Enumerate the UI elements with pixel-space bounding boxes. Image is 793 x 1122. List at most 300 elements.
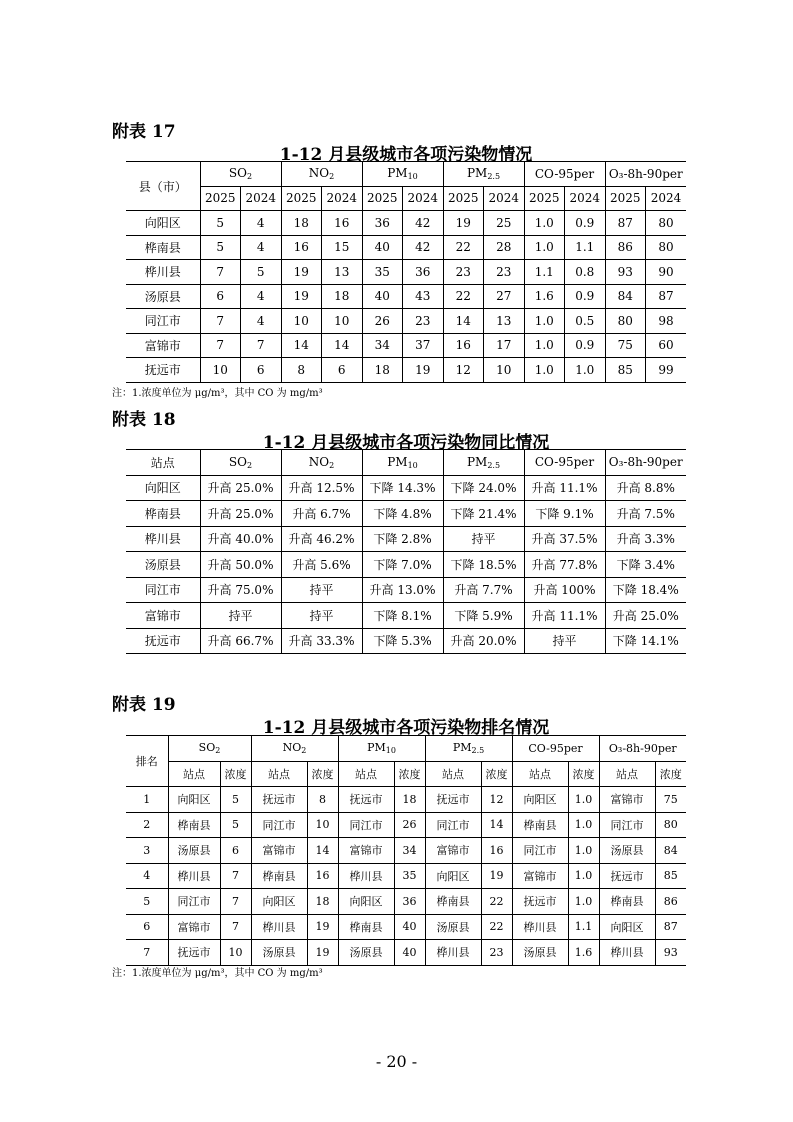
station-cell: 桦南县 <box>425 889 481 915</box>
concentration-cell: 19 <box>281 260 322 285</box>
table-row <box>126 603 686 629</box>
concentration-cell: 27 <box>484 284 525 309</box>
concentration-cell: 7 <box>220 889 251 915</box>
concentration-cell: 1.0 <box>568 838 599 864</box>
concentration-cell: 6 <box>241 358 282 383</box>
station-cell: 富锦市 <box>338 838 394 864</box>
station-cell: 汤原县 <box>425 914 481 940</box>
concentration-cell: 18 <box>307 889 338 915</box>
change-cell: 升高 33.3% <box>281 628 362 654</box>
table17-row-header: 县（市） <box>126 162 200 211</box>
city-name: 同江市 <box>126 577 200 603</box>
concentration-cell: 22 <box>481 914 512 940</box>
station-cell: 抚远市 <box>512 889 568 915</box>
concentration-cell: 10 <box>307 812 338 838</box>
pollutant-header: $PM_{10}$ <box>362 450 443 476</box>
concentration-cell: 84 <box>605 284 646 309</box>
station-cell: 桦川县 <box>251 914 307 940</box>
city-name: 向阳区 <box>126 475 200 501</box>
pollutant-header: $NO_2$ <box>281 162 362 187</box>
pollutant-header: $PM_{10}$ <box>362 162 443 187</box>
concentration-cell: 5 <box>200 235 241 260</box>
city-name: 富锦市 <box>126 603 200 629</box>
change-cell: 升高 46.2% <box>281 526 362 552</box>
concentration-cell: 14 <box>481 812 512 838</box>
concentration-cell: 7 <box>200 309 241 334</box>
concentration-cell: 10 <box>484 358 525 383</box>
station-cell: 桦川县 <box>599 940 655 966</box>
year-header: 2025 <box>281 186 322 211</box>
concentration-cell: 75 <box>605 333 646 358</box>
concentration-cell: 87 <box>655 914 686 940</box>
concentration-cell: 6 <box>220 838 251 864</box>
change-cell: 持平 <box>524 628 605 654</box>
concentration-cell: 10 <box>322 309 363 334</box>
change-cell: 下降 21.4% <box>443 501 524 527</box>
concentration-cell: 16 <box>281 235 322 260</box>
table17-year-row <box>126 186 686 211</box>
table-row <box>126 358 686 383</box>
table17-note: 注：1.浓度单位为 μg/m³，其中 CO 为 mg/m³ <box>112 388 323 399</box>
concentration-cell: 1.0 <box>524 358 565 383</box>
station-cell: 汤原县 <box>512 940 568 966</box>
concentration-cell: 7 <box>200 333 241 358</box>
concentration-cell: 40 <box>394 940 425 966</box>
change-cell: 升高 100% <box>524 577 605 603</box>
concentration-cell: 1.1 <box>568 914 599 940</box>
concentration-cell: 4 <box>241 309 282 334</box>
change-cell: 持平 <box>200 603 281 629</box>
concentration-cell: 1.0 <box>568 889 599 915</box>
concentration-cell: 22 <box>443 284 484 309</box>
station-cell: 桦南县 <box>251 863 307 889</box>
concentration-cell: 87 <box>605 211 646 236</box>
concentration-cell: 1.0 <box>524 235 565 260</box>
change-cell: 下降 4.8% <box>362 501 443 527</box>
concentration-cell: 18 <box>362 358 403 383</box>
rank-cell: 2 <box>126 812 168 838</box>
concentration-cell: 93 <box>605 260 646 285</box>
change-cell: 下降 7.0% <box>362 552 443 578</box>
concentration-header: 浓度 <box>220 761 251 787</box>
concentration-cell: 42 <box>403 235 444 260</box>
concentration-cell: 14 <box>281 333 322 358</box>
concentration-cell: 23 <box>443 260 484 285</box>
table-row <box>126 787 686 813</box>
table-row <box>126 526 686 552</box>
concentration-cell: 4 <box>241 211 282 236</box>
concentration-cell: 13 <box>322 260 363 285</box>
pollutant-header: $PM_{10}$ <box>338 736 425 762</box>
station-cell: 向阳区 <box>251 889 307 915</box>
concentration-cell: 80 <box>655 812 686 838</box>
concentration-cell: 80 <box>646 235 687 260</box>
concentration-cell: 99 <box>646 358 687 383</box>
table19 <box>126 735 686 966</box>
concentration-cell: 86 <box>605 235 646 260</box>
concentration-header: 浓度 <box>481 761 512 787</box>
table-row <box>126 812 686 838</box>
city-name: 桦南县 <box>126 235 200 260</box>
table17-header-row <box>126 162 686 187</box>
table18-title: 1-12 月县级城市各项污染物同比情况 <box>262 433 550 453</box>
concentration-cell: 25 <box>484 211 525 236</box>
concentration-cell: 26 <box>362 309 403 334</box>
concentration-cell: 5 <box>200 211 241 236</box>
concentration-cell: 16 <box>443 333 484 358</box>
table-row <box>126 889 686 915</box>
station-cell: 同江市 <box>338 812 394 838</box>
table-row <box>126 260 686 285</box>
pollutant-header: CO-95per <box>524 162 605 187</box>
rank-cell: 6 <box>126 914 168 940</box>
concentration-cell: 1.1 <box>524 260 565 285</box>
pollutant-header: O₃-8h-90per <box>599 736 686 762</box>
station-cell: 同江市 <box>512 838 568 864</box>
station-cell: 桦南县 <box>512 812 568 838</box>
concentration-cell: 34 <box>394 838 425 864</box>
change-cell: 持平 <box>281 603 362 629</box>
concentration-cell: 0.9 <box>565 333 606 358</box>
station-cell: 汤原县 <box>338 940 394 966</box>
concentration-cell: 36 <box>394 889 425 915</box>
change-cell: 升高 13.0% <box>362 577 443 603</box>
table-row <box>126 577 686 603</box>
city-name: 汤原县 <box>126 552 200 578</box>
city-name: 抚远市 <box>126 628 200 654</box>
concentration-cell: 12 <box>443 358 484 383</box>
concentration-cell: 1.0 <box>568 812 599 838</box>
station-header: 站点 <box>338 761 394 787</box>
concentration-cell: 7 <box>241 333 282 358</box>
concentration-cell: 7 <box>200 260 241 285</box>
station-cell: 向阳区 <box>168 787 220 813</box>
year-header: 2024 <box>403 186 444 211</box>
station-cell: 抚远市 <box>425 787 481 813</box>
table18-label: 附表 18 <box>112 410 176 430</box>
change-cell: 升高 20.0% <box>443 628 524 654</box>
station-cell: 桦川县 <box>338 863 394 889</box>
station-cell: 汤原县 <box>168 838 220 864</box>
concentration-cell: 18 <box>281 211 322 236</box>
concentration-cell: 14 <box>322 333 363 358</box>
city-name: 富锦市 <box>126 333 200 358</box>
concentration-cell: 35 <box>362 260 403 285</box>
concentration-cell: 12 <box>481 787 512 813</box>
change-cell: 下降 18.4% <box>605 577 686 603</box>
concentration-cell: 23 <box>481 940 512 966</box>
concentration-cell: 16 <box>322 211 363 236</box>
station-cell: 抚远市 <box>168 940 220 966</box>
station-cell: 向阳区 <box>425 863 481 889</box>
pollutant-header: $SO_2$ <box>168 736 251 762</box>
pollutant-header: $PM_{2.5}$ <box>425 736 512 762</box>
station-cell: 富锦市 <box>251 838 307 864</box>
concentration-cell: 80 <box>646 211 687 236</box>
concentration-cell: 5 <box>241 260 282 285</box>
table-row <box>126 914 686 940</box>
table-row <box>126 628 686 654</box>
concentration-cell: 1.0 <box>568 863 599 889</box>
year-header: 2025 <box>605 186 646 211</box>
station-cell: 汤原县 <box>599 838 655 864</box>
station-cell: 同江市 <box>168 889 220 915</box>
concentration-cell: 34 <box>362 333 403 358</box>
station-cell: 桦南县 <box>599 889 655 915</box>
concentration-cell: 40 <box>362 284 403 309</box>
concentration-cell: 87 <box>646 284 687 309</box>
change-cell: 升高 11.1% <box>524 475 605 501</box>
pollutant-header: CO-95per <box>512 736 599 762</box>
table-row <box>126 838 686 864</box>
station-header: 站点 <box>512 761 568 787</box>
page-number: - 20 - <box>375 1052 418 1071</box>
pollutant-header: $SO_2$ <box>200 162 281 187</box>
station-cell: 富锦市 <box>425 838 481 864</box>
concentration-cell: 90 <box>646 260 687 285</box>
change-cell: 升高 66.7% <box>200 628 281 654</box>
station-cell: 桦南县 <box>338 914 394 940</box>
station-cell: 向阳区 <box>338 889 394 915</box>
change-cell: 下降 14.3% <box>362 475 443 501</box>
table19-note: 注：1.浓度单位为 μg/m³，其中 CO 为 mg/m³ <box>112 968 323 979</box>
year-header: 2025 <box>200 186 241 211</box>
concentration-cell: 40 <box>362 235 403 260</box>
concentration-cell: 4 <box>241 284 282 309</box>
concentration-cell: 8 <box>307 787 338 813</box>
concentration-cell: 19 <box>403 358 444 383</box>
concentration-cell: 13 <box>484 309 525 334</box>
change-cell: 升高 3.3% <box>605 526 686 552</box>
rank-cell: 4 <box>126 863 168 889</box>
change-cell: 升高 6.7% <box>281 501 362 527</box>
year-header: 2024 <box>322 186 363 211</box>
concentration-cell: 18 <box>322 284 363 309</box>
change-cell: 升高 25.0% <box>200 501 281 527</box>
concentration-cell: 75 <box>655 787 686 813</box>
pollutant-header: O₃-8h-90per <box>605 450 686 476</box>
year-header: 2024 <box>565 186 606 211</box>
concentration-cell: 0.5 <box>565 309 606 334</box>
concentration-cell: 37 <box>403 333 444 358</box>
concentration-cell: 42 <box>403 211 444 236</box>
concentration-cell: 35 <box>394 863 425 889</box>
concentration-cell: 8 <box>281 358 322 383</box>
station-cell: 同江市 <box>425 812 481 838</box>
rank-cell: 7 <box>126 940 168 966</box>
concentration-cell: 85 <box>655 863 686 889</box>
concentration-cell: 1.0 <box>524 333 565 358</box>
table-row <box>126 863 686 889</box>
station-cell: 抚远市 <box>338 787 394 813</box>
table-row <box>126 235 686 260</box>
change-cell: 下降 5.9% <box>443 603 524 629</box>
concentration-cell: 43 <box>403 284 444 309</box>
table-row <box>126 333 686 358</box>
table19-subheader-row <box>126 761 686 787</box>
concentration-cell: 4 <box>241 235 282 260</box>
concentration-cell: 10 <box>200 358 241 383</box>
year-header: 2024 <box>241 186 282 211</box>
table-row <box>126 940 686 966</box>
station-cell: 富锦市 <box>512 863 568 889</box>
concentration-cell: 1.0 <box>524 309 565 334</box>
table-row <box>126 552 686 578</box>
table19-header-row <box>126 736 686 762</box>
table19-label: 附表 19 <box>112 695 176 715</box>
change-cell: 升高 8.8% <box>605 475 686 501</box>
concentration-cell: 0.9 <box>565 284 606 309</box>
pollutant-header: O₃-8h-90per <box>605 162 686 187</box>
station-cell: 同江市 <box>599 812 655 838</box>
change-cell: 下降 8.1% <box>362 603 443 629</box>
station-cell: 抚远市 <box>251 787 307 813</box>
table18-row-header: 站点 <box>126 450 200 476</box>
change-cell: 升高 75.0% <box>200 577 281 603</box>
change-cell: 升高 5.6% <box>281 552 362 578</box>
city-name: 向阳区 <box>126 211 200 236</box>
table17-title: 1-12 月县级城市各项污染物情况 <box>279 145 533 165</box>
change-cell: 升高 7.7% <box>443 577 524 603</box>
concentration-cell: 1.0 <box>524 211 565 236</box>
concentration-cell: 5 <box>220 812 251 838</box>
change-cell: 下降 18.5% <box>443 552 524 578</box>
concentration-cell: 22 <box>481 889 512 915</box>
table17 <box>126 161 686 383</box>
concentration-header: 浓度 <box>394 761 425 787</box>
concentration-cell: 19 <box>281 284 322 309</box>
station-cell: 汤原县 <box>251 940 307 966</box>
concentration-cell: 0.8 <box>565 260 606 285</box>
city-name: 同江市 <box>126 309 200 334</box>
concentration-cell: 93 <box>655 940 686 966</box>
change-cell: 下降 5.3% <box>362 628 443 654</box>
change-cell: 下降 14.1% <box>605 628 686 654</box>
concentration-cell: 14 <box>443 309 484 334</box>
change-cell: 升高 40.0% <box>200 526 281 552</box>
concentration-cell: 22 <box>443 235 484 260</box>
table-row <box>126 309 686 334</box>
change-cell: 升高 25.0% <box>605 603 686 629</box>
city-name: 汤原县 <box>126 284 200 309</box>
concentration-cell: 80 <box>605 309 646 334</box>
station-cell: 向阳区 <box>599 914 655 940</box>
concentration-cell: 0.9 <box>565 211 606 236</box>
concentration-cell: 1.6 <box>524 284 565 309</box>
concentration-cell: 36 <box>403 260 444 285</box>
change-cell: 下降 9.1% <box>524 501 605 527</box>
pollutant-header: $SO_2$ <box>200 450 281 476</box>
city-name: 抚远市 <box>126 358 200 383</box>
pollutant-header: $NO_2$ <box>251 736 338 762</box>
concentration-cell: 6 <box>322 358 363 383</box>
city-name: 桦川县 <box>126 260 200 285</box>
pollutant-header: $NO_2$ <box>281 450 362 476</box>
concentration-cell: 19 <box>307 914 338 940</box>
station-cell: 桦川县 <box>168 863 220 889</box>
concentration-cell: 60 <box>646 333 687 358</box>
change-cell: 升高 50.0% <box>200 552 281 578</box>
concentration-cell: 84 <box>655 838 686 864</box>
change-cell: 下降 3.4% <box>605 552 686 578</box>
change-cell: 升高 12.5% <box>281 475 362 501</box>
concentration-cell: 86 <box>655 889 686 915</box>
change-cell: 升高 25.0% <box>200 475 281 501</box>
concentration-cell: 1.0 <box>565 358 606 383</box>
concentration-cell: 16 <box>307 863 338 889</box>
station-header: 站点 <box>599 761 655 787</box>
table18 <box>126 449 686 654</box>
concentration-cell: 15 <box>322 235 363 260</box>
station-cell: 富锦市 <box>168 914 220 940</box>
station-header: 站点 <box>425 761 481 787</box>
concentration-cell: 6 <box>200 284 241 309</box>
concentration-cell: 5 <box>220 787 251 813</box>
concentration-header: 浓度 <box>655 761 686 787</box>
station-cell: 向阳区 <box>512 787 568 813</box>
concentration-cell: 19 <box>307 940 338 966</box>
concentration-header: 浓度 <box>307 761 338 787</box>
concentration-cell: 40 <box>394 914 425 940</box>
table19-title: 1-12 月县级城市各项污染物排名情况 <box>262 718 550 738</box>
concentration-cell: 1.6 <box>568 940 599 966</box>
change-cell: 下降 24.0% <box>443 475 524 501</box>
concentration-cell: 16 <box>481 838 512 864</box>
concentration-cell: 98 <box>646 309 687 334</box>
table-row <box>126 475 686 501</box>
change-cell: 升高 11.1% <box>524 603 605 629</box>
concentration-cell: 28 <box>484 235 525 260</box>
concentration-cell: 19 <box>481 863 512 889</box>
change-cell: 下降 2.8% <box>362 526 443 552</box>
table-row <box>126 501 686 527</box>
table19-row-header: 排名 <box>126 736 168 787</box>
year-header: 2025 <box>362 186 403 211</box>
concentration-cell: 7 <box>220 914 251 940</box>
station-header: 站点 <box>251 761 307 787</box>
station-header: 站点 <box>168 761 220 787</box>
table-row <box>126 284 686 309</box>
concentration-cell: 26 <box>394 812 425 838</box>
concentration-cell: 85 <box>605 358 646 383</box>
concentration-cell: 19 <box>443 211 484 236</box>
table18-header-row <box>126 450 686 476</box>
station-cell: 桦川县 <box>425 940 481 966</box>
station-cell: 桦川县 <box>512 914 568 940</box>
change-cell: 持平 <box>443 526 524 552</box>
pollutant-header: CO-95per <box>524 450 605 476</box>
station-cell: 富锦市 <box>599 787 655 813</box>
year-header: 2024 <box>484 186 525 211</box>
year-header: 2025 <box>524 186 565 211</box>
change-cell: 升高 37.5% <box>524 526 605 552</box>
year-header: 2024 <box>646 186 687 211</box>
concentration-cell: 7 <box>220 863 251 889</box>
table17-label: 附表 17 <box>112 122 176 142</box>
concentration-cell: 14 <box>307 838 338 864</box>
table-row <box>126 211 686 236</box>
concentration-cell: 1.0 <box>568 787 599 813</box>
concentration-header: 浓度 <box>568 761 599 787</box>
concentration-cell: 17 <box>484 333 525 358</box>
concentration-cell: 10 <box>220 940 251 966</box>
pollutant-header: $PM_{2.5}$ <box>443 162 524 187</box>
concentration-cell: 36 <box>362 211 403 236</box>
pollutant-header: $PM_{2.5}$ <box>443 450 524 476</box>
year-header: 2025 <box>443 186 484 211</box>
change-cell: 升高 7.5% <box>605 501 686 527</box>
change-cell: 持平 <box>281 577 362 603</box>
